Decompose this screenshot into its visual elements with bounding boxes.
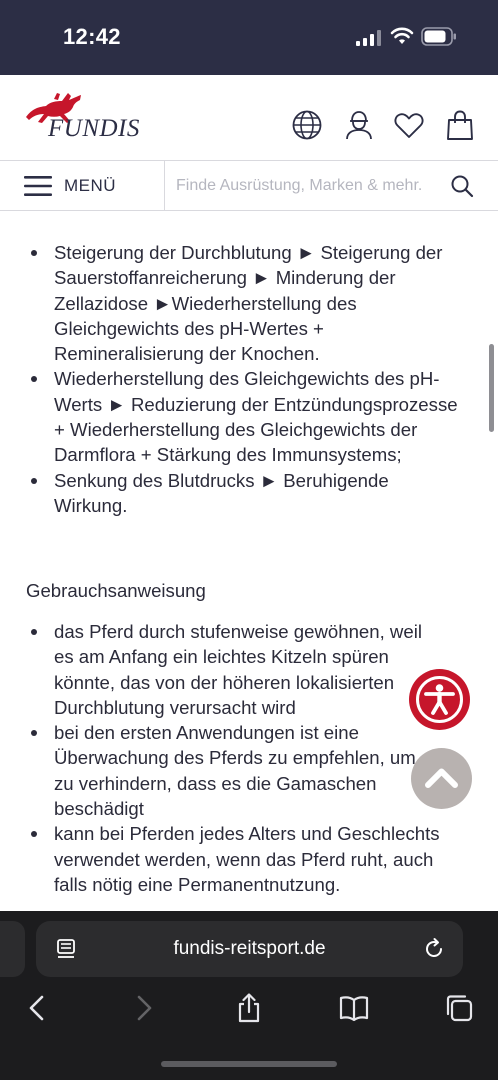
reload-icon[interactable]: [422, 937, 446, 961]
wifi-icon: [390, 26, 414, 46]
benefits-list: [0, 240, 470, 518]
browser-toolbar: [0, 911, 498, 1080]
share-icon[interactable]: [234, 993, 264, 1023]
user-account-icon[interactable]: [343, 109, 375, 141]
previous-tab-preview[interactable]: [0, 921, 25, 977]
accessibility-person-icon: [409, 669, 470, 730]
fundis-logo[interactable]: [24, 87, 164, 145]
menu-search-bar: [0, 161, 498, 211]
scrollbar-thumb[interactable]: [489, 344, 494, 432]
shopping-bag-icon[interactable]: [444, 109, 476, 141]
scroll-to-top-button[interactable]: [411, 748, 472, 809]
back-icon[interactable]: [22, 993, 52, 1023]
battery-icon: [421, 27, 457, 46]
search-icon[interactable]: [450, 174, 474, 198]
forward-icon[interactable]: [129, 993, 159, 1023]
logo-text: FUNDIS: [48, 115, 140, 142]
address-bar[interactable]: [36, 921, 463, 977]
menu-button[interactable]: [0, 161, 165, 210]
url-text: fundis-reitsport.de: [173, 938, 326, 959]
cellular-signal-icon: [356, 30, 382, 46]
menu-label: MENÜ: [64, 176, 117, 195]
list-item: Wiederherstellung des Gleichgewichts des pH-Werts ► Reduzierung der Entzündungsprozesse + Wiederherstellung des Gleichgewichts der Darmflora + Stärkung des Immunsystems;: [0, 366, 470, 467]
usage-list: [0, 619, 450, 897]
accessibility-button[interactable]: [409, 669, 470, 730]
list-item: Steigerung der Durchblutung ► Steigerung der Sauerstoffanreicherung ► Minderung der Zellazidose ►Wiederherstellung des Gleichgewichts des pH-Wertes + Remineralisierung der Knochen.: [0, 240, 470, 366]
bookmarks-icon[interactable]: [339, 993, 369, 1023]
status-time: 12:42: [63, 24, 121, 49]
search-input[interactable]: [176, 171, 446, 201]
list-item: kann bei Pferden jedes Alters und Geschlechts verwendet werden, wenn das Pferd ruht, auch falls nötig eine Permanentnutzung.: [0, 821, 450, 897]
tabs-icon[interactable]: [444, 993, 474, 1023]
list-item: das Pferd durch stufenweise gewöhnen, weil es am Anfang ein leichtes Kitzeln spüren könnte, das von der höheren lokalisierten Durchblutung verursacht wird: [0, 619, 450, 720]
site-header: [0, 75, 498, 161]
list-item: bei den ersten Anwendungen ist eine Überwachung des Pferds zu empfehlen, um zu verhindern, dass es die Gamaschen beschädigt: [0, 720, 450, 821]
globe-icon[interactable]: [291, 109, 323, 141]
status-bar: [0, 0, 498, 75]
list-item: Senkung des Blutdrucks ► Beruhigende Wirkung.: [0, 468, 470, 519]
chevron-up-icon: [411, 748, 472, 809]
heart-wishlist-icon[interactable]: [393, 109, 425, 141]
usage-heading: Gebrauchsanweisung: [26, 580, 206, 601]
hamburger-menu-icon: [24, 175, 52, 197]
home-indicator[interactable]: [161, 1061, 337, 1067]
